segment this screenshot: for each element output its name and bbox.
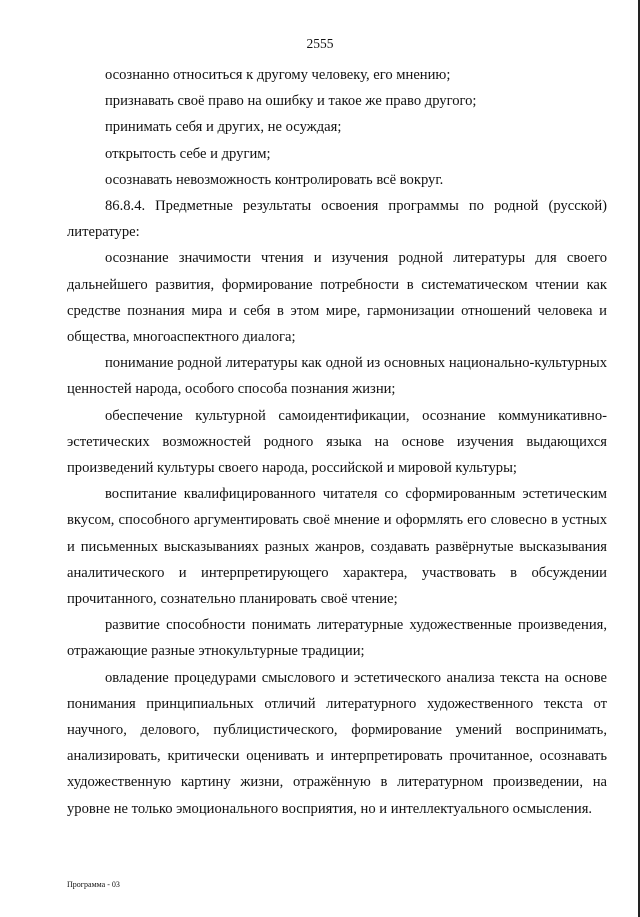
list-item: осознанно относиться к другому человеку, его мнению;	[105, 67, 451, 83]
list-item: признавать своё право на ошибку и такое же право другого;	[105, 93, 477, 110]
list-item: принимать себя и других, не осуждая;	[105, 119, 342, 136]
paragraph: осознание значимости чтения и изучения родной литературы для своего дальнейшего развития, формирование потребности в систематическом чтении как средстве познания мира и себя в этом мире, гармонизации отношений человека и общества, многоаспектного диалога;	[67, 250, 607, 346]
page-number: 2555	[306, 36, 334, 51]
section-heading-paragraph: 86.8.4. Предметные результаты освоения программы по родной (русской) литературе:	[67, 198, 607, 241]
document-body	[67, 62, 607, 822]
list-item: осознавать невозможность контролировать всё вокруг.	[105, 171, 444, 188]
footer-label: Программа - 03	[67, 880, 120, 889]
paragraph: развитие способности понимать литературные художественные произведения, отражающие разные этнокультурные традиции;	[67, 617, 607, 660]
paragraph: овладение процедурами смыслового и эстетического анализа текста на основе понимания принципиальных отличий литературного художественного текста от научного, делового, публицистического, формирование умений воспринимать, анализировать, критически оценивать и интерпретировать прочитанное, осознавать художественную картину жизни, отражённую в литературном произведении, на уровне не только эмоционального восприятия, но и интеллектуального осмысления.	[67, 669, 607, 817]
list-item: открытость себе и другим;	[105, 145, 271, 162]
paragraph: обеспечение культурной самоидентификации, осознание коммуникативно-эстетических возможностей родного языка на основе изучения выдающихся произведений культуры своего народа, российской и мировой культуры;	[67, 407, 607, 477]
paragraph: воспитание квалифицированного читателя со сформированным эстетическим вкусом, способного аргументировать своё мнение и оформлять его словесно в устных и письменных высказываниях разных жанров, создавать развёрнутые высказывания аналитического и интерпретирующего характера, участвовать в обсуждении прочитанного, сознательно планировать своё чтение;	[67, 486, 607, 608]
paragraph: понимание родной литературы как одной из основных национально-культурных ценностей народа, особого способа познания жизни;	[67, 355, 607, 398]
